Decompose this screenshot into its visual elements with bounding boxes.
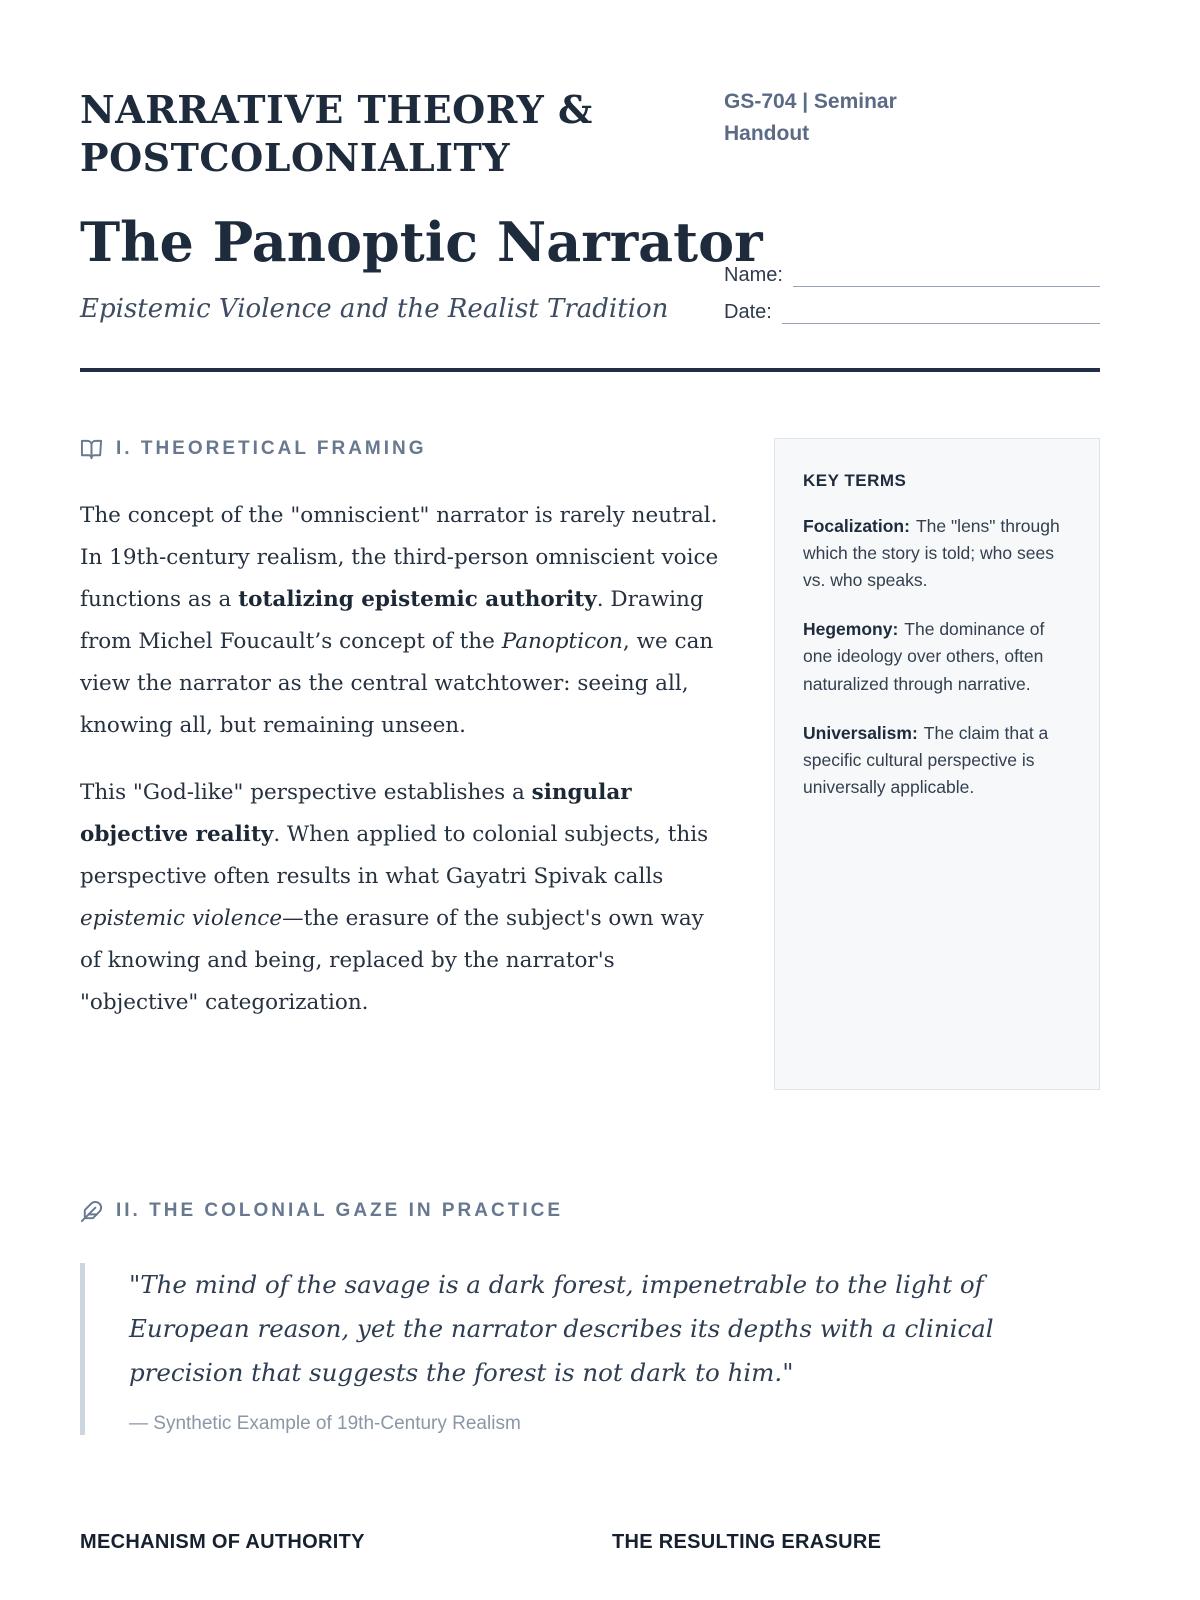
name-field — [724, 264, 1100, 287]
key-term-definition: The dominance of one ideology over others, often naturalized through narrative. — [803, 619, 1045, 694]
bottom-columns — [80, 1531, 1100, 1554]
main-content — [80, 438, 1100, 1090]
key-term-label: Universalism: — [803, 722, 918, 743]
course-code: GS-704 | Seminar Handout — [724, 90, 897, 145]
date-field — [724, 301, 1100, 324]
key-term-label: Focalization: — [803, 515, 910, 536]
date-label: Date: — [724, 300, 772, 323]
key-terms-box — [774, 438, 1100, 1090]
section-heading-label: I. THEORETICAL FRAMING — [116, 438, 427, 460]
date-line — [782, 302, 1100, 324]
course-title: NARRATIVE THEORY & POSTCOLONIALITY — [80, 87, 593, 181]
key-term-focalization — [803, 513, 1071, 594]
header-right — [700, 86, 1100, 324]
name-label: Name: — [724, 263, 783, 286]
section-heading-label: II. THE COLONIAL GAZE IN PRACTICE — [116, 1200, 563, 1222]
key-term-definition: The claim that a specific cultural perspective is universally applicable. — [803, 722, 1049, 797]
quote-text: "The mind of the savage is a dark forest, impenetrable to the light of European reason, yet the narrator describes its depths with a clinical precision that suggests the forest is not dark to him." — [129, 1269, 994, 1388]
header-divider — [80, 368, 1100, 372]
key-term-universalism — [803, 720, 1071, 801]
bottom-heading-erasure: THE RESULTING ERASURE — [612, 1531, 882, 1554]
section-heading-colonial-gaze — [80, 1200, 1100, 1223]
paragraph: The concept of the "omniscient" narrator is rarely neutral. In 19th-century realism, the third-person omniscient voice functions as a totalizing epistemic authority. Drawing from Michel Foucault’s concept of the Panopticon, we can view the narrator as the central watchtower: seeing all, knowing all, but remaining unseen. — [80, 502, 719, 738]
blockquote — [80, 1263, 1045, 1435]
key-term-definition: The "lens" through which the story is told; who sees vs. who speaks. — [803, 515, 1060, 591]
name-date-fields — [724, 264, 1100, 324]
quill-icon — [80, 1200, 103, 1223]
key-term-hegemony — [803, 616, 1071, 697]
name-line — [793, 265, 1100, 287]
page-subtitle: Epistemic Violence and the Realist Tradition — [80, 293, 669, 324]
section-heading-theoretical-framing — [80, 438, 728, 461]
section-body — [80, 495, 728, 1024]
book-icon — [80, 438, 103, 461]
section-colonial-gaze — [80, 1200, 1100, 1435]
header — [80, 86, 1100, 324]
key-terms-heading: KEY TERMS — [803, 470, 907, 490]
section-theoretical-framing — [80, 438, 728, 1090]
bottom-heading-mechanism: MECHANISM OF AUTHORITY — [80, 1531, 365, 1554]
paragraph: This "God-like" perspective establishes a singular objective reality. When applied to colonial subjects, this perspective often results in what Gayatri Spivak calls epistemic violence—the erasure of the subject's own way of knowing and being, replaced by the narrator's "objective" categorization. — [80, 780, 709, 1016]
quote-attribution: — Synthetic Example of 19th-Century Realism — [129, 1413, 521, 1435]
page-title: The Panoptic Narrator — [80, 209, 763, 274]
key-term-label: Hegemony: — [803, 619, 899, 640]
